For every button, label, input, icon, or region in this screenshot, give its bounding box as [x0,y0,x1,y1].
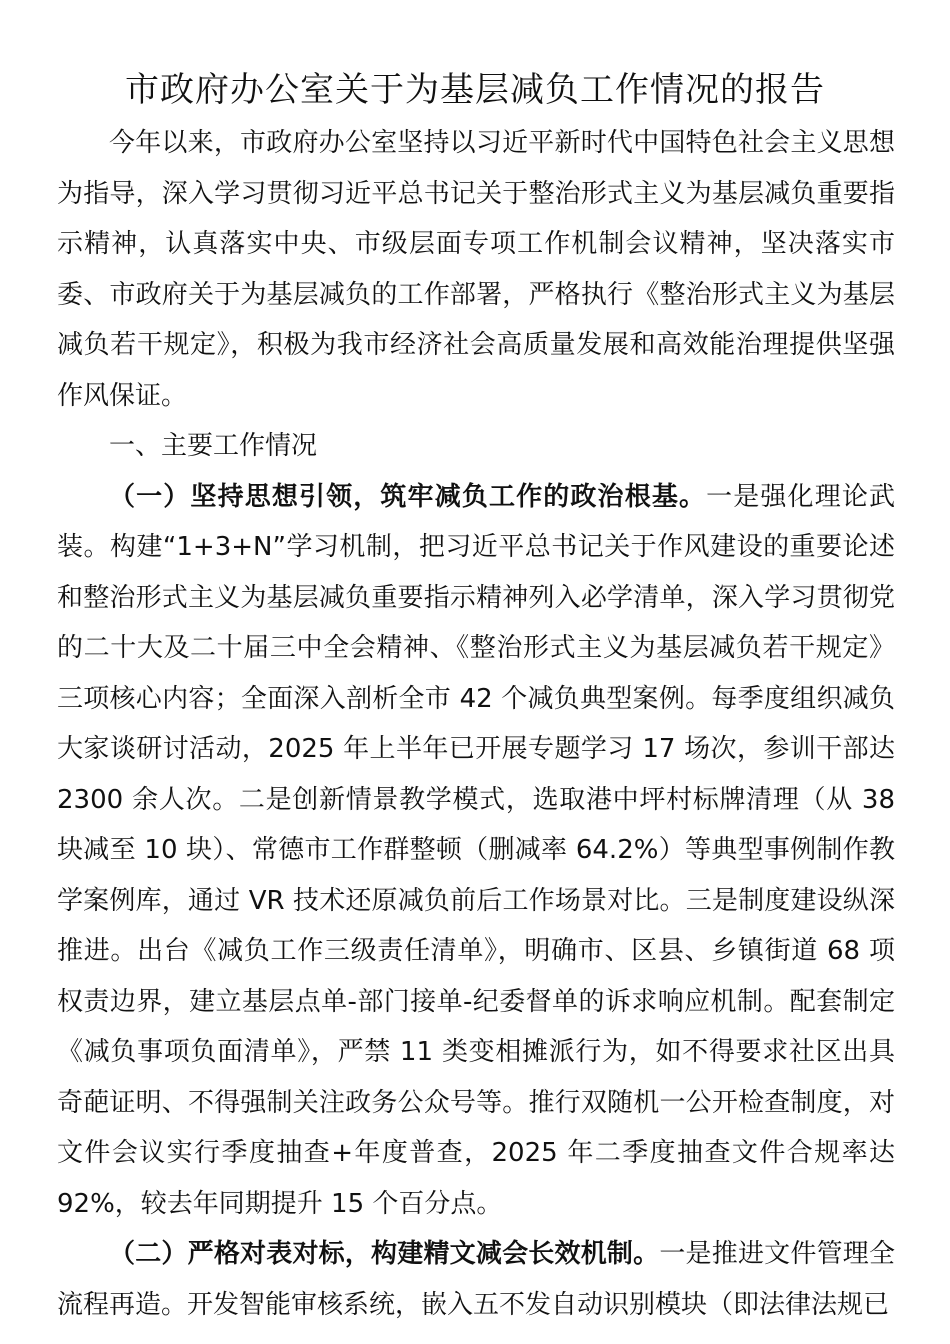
subsection-2-title: （二）严格对表对标，构建精文减会长效机制。 [109,1239,660,1269]
document-title: 市政府办公室关于为基层减负工作情况的报告 [125,70,825,110]
subsection-2-paragraph [57,1229,895,1330]
section-heading: 一、主要工作情况 [109,431,318,461]
subsection-1-title: （一）坚持思想引领，筑牢减负工作的政治根基。 [109,481,707,512]
intro-paragraph: 今年以来，市政府办公室坚持以习近平新时代中国特色社会主义思想为指导，深入学习贯彻习近平总书记关于整治形式主义为基层减负重要指示精神，认真落实中央、市级层面专项工作机制会议精神，坚决落实市委、市政府关于为基层减负的工作部署，严格执行《整治形式主义为基层减负若干规定》，积极为我市经济社会高质量发展和高效能治理提供坚强作风保证。 [57,128,895,411]
subsection-2-body: 一是推进文件管理全流程再造。开发智能审核系统，嵌入五不发自动识别模块（即法律法规已 [57,1239,895,1320]
document-body [57,118,895,1330]
subsection-1-paragraph [57,472,895,1230]
subsection-1-body: 一是强化理论武装。构建“1+3+N”学习机制，把习近平总书记关于作风建设的重要论述和整治形式主义为基层减负重要指示精神列入必学清单，深入学习贯彻党的二十大及二十届三中全会精神、《整治形式主义为基层减负若干规定》三项核心内容；全面深入剖析全市 42 个减负典型案例。每季度组织减负大家谈研讨活动，2025 年上半年已开展专题学习 17 场次，参训干部达 2300 余人次。二是创新情景教学模式，选取港中坪村标牌清理（从 38 块减至 10 块）、常德市工作群整顿（删减率 64.2%）等典型事例制作教学案例库，通过 VR 技术还原减负前后工作场景对比。三是制度建设纵深推进。出台《减负工作三级责任清单》，明确市、区县、乡镇街道 68 项权责边界，建立基层点单-部门接单-纪委督单的诉求响应机制。配套制定《减负事项负面清单》，严禁 11 类变相摊派行为，如不得要求社区出具奇葩证明、不得强制关注政务公众号等。推行双随机一公开检查制度，对文件会议实行季度抽查+年度普查，2025 年二季度抽查文件合规率达 92%，较去年同期提升 15 个百分点。 [57,481,895,1219]
